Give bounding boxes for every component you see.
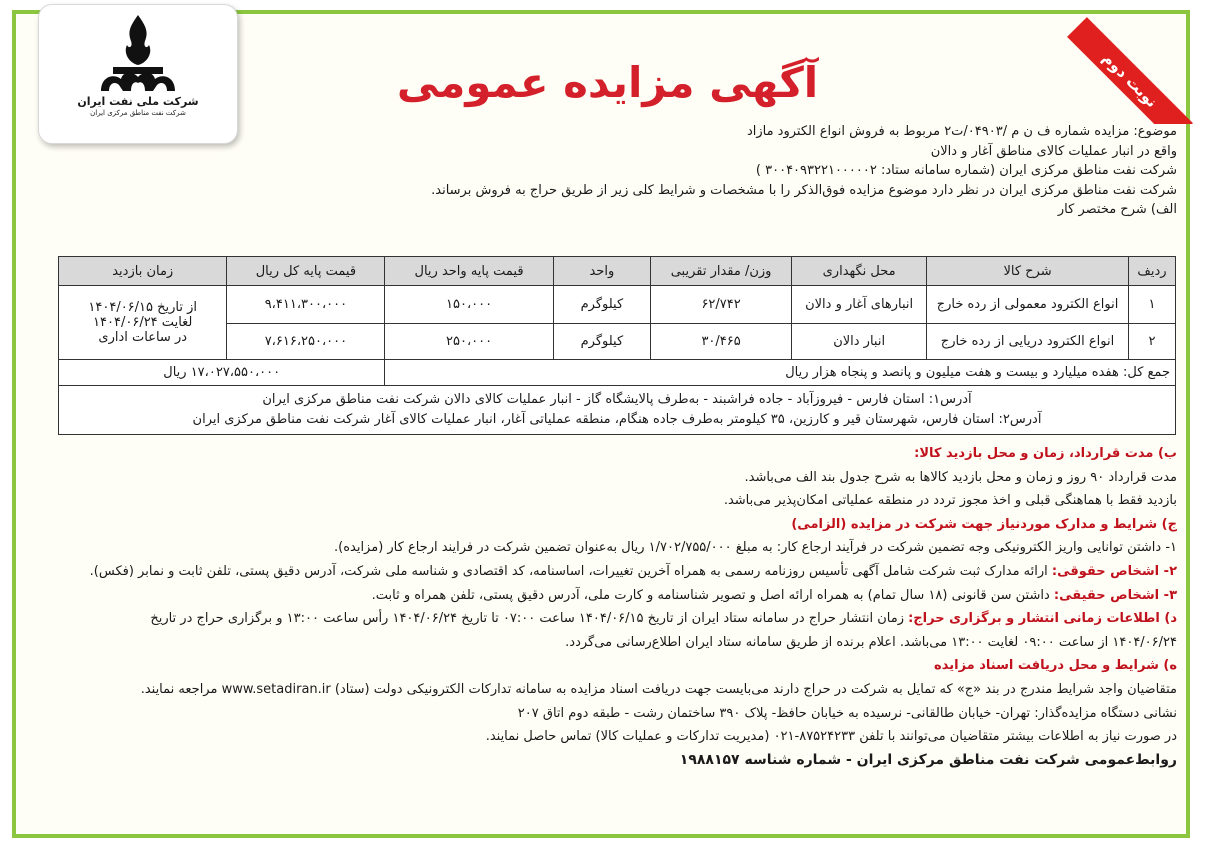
section-d-text: زمان انتشار حراج در سامانه ستاد ایران از تاریخ ۱۴۰۴/۰۶/۱۵ ساعت ۰۷:۰۰ تا تاریخ ۱۴۰۴/۰۶/۲۴ رأس ساعت ۱۳:۰۰ و برگزاری حراج در تاریخ [150, 611, 909, 627]
row-location: انبار دالان [792, 324, 927, 360]
section-c-item-3 [47, 584, 1177, 608]
row-index: ۱ [1128, 286, 1175, 324]
section-e-title: ه) شرایط و محل دریافت اسناد مزایده [934, 658, 1177, 674]
row-unit-price: ۲۵۰،۰۰۰ [385, 324, 553, 360]
row-index: ۲ [1128, 324, 1175, 360]
legal-persons-label: ۲- اشخاص حقوقی: [1051, 563, 1177, 579]
section-c-title: ج) شرایط و مدارک موردنیاز جهت شرکت در مزایده (الزامی) [791, 516, 1177, 532]
row-desc: انواع الکترود دریایی از رده خارج [927, 324, 1129, 360]
section-d-line-2: ۱۴۰۴/۰۶/۲۴ از ساعت ۰۹:۰۰ لغایت ۱۳:۰۰ می‌باشد. اعلام برنده از طریق سامانه ستاد ایران اطلاع‌رسانی می‌گردد. [565, 634, 1177, 650]
col-header-desc: شرح کالا [927, 257, 1129, 286]
section-e-line-3: در صورت نیاز به اطلاعات بیشتر متقاضیان می‌توانند با تلفن ۸۷۵۲۴۲۳۳-۰۲۱ (مدیریت تدارکات و عملیات کالا) تماس حاصل نمایند. [485, 729, 1177, 745]
col-header-visit: زمان بازدید [59, 257, 227, 286]
section-c-item-2 [47, 560, 1177, 584]
section-d-label: د) اطلاعات زمانی انتشار و برگزاری حراج: [908, 611, 1177, 627]
col-header-location: محل نگهداری [792, 257, 927, 286]
logo-company-name: شرکت ملی نفت ایران [77, 95, 199, 108]
intro-company: شرکت نفت مناطق مرکزی ایران (شماره سامانه ستاد: ۳۰۰۴۰۹۳۲۲۱۰۰۰۰۰۲ ) [755, 163, 1177, 178]
flame-emblem-icon [83, 11, 193, 93]
table-header-row [59, 257, 1176, 286]
ribbon-container [1049, 14, 1199, 124]
section-d-line-1 [47, 607, 1177, 631]
row-total: ۹،۴۱۱،۳۰۰،۰۰۰ [227, 286, 385, 324]
section-c-item-1: ۱- داشتن توانایی واریز الکترونیکی وجه تضمین شرکت در فرآیند ارجاع کار: به مبلغ ۱/۷۰۲/۷۵۵/۰۰۰ ریال به‌عنوان تضمین شرکت در فرایند ارجاع کار (مزایده). [333, 540, 1177, 556]
sum-text: جمع کل: هفده میلیارد و بیست و هفت میلیون و پانصد و پنجاه هزار ریال [385, 360, 1176, 386]
visit-to: لغایت ۱۴۰۴/۰۶/۲۴ [93, 315, 193, 330]
row-total: ۷،۶۱۶،۲۵۰،۰۰۰ [227, 324, 385, 360]
table-row [59, 324, 1176, 360]
sum-row [59, 360, 1176, 386]
row-desc: انواع الکترود معمولی از رده خارج [927, 286, 1129, 324]
row-unit: کیلوگرم [553, 286, 650, 324]
intro-subject: موضوع: مزایده شماره ف ن م /۰۴۹۰۳/ت۲ مربوط به فروش انواع الکترود مازاد [746, 124, 1177, 139]
natural-persons-label: ۳- اشخاص حقیقی: [1053, 587, 1177, 603]
footer-signature: روابط‌عمومی شرکت نفت مناطق مرکزی ایران - شماره شناسه ۱۹۸۸۱۵۷ [679, 751, 1177, 768]
section-e-line-2: نشانی دستگاه مزایده‌گذار: تهران- خیابان طالقانی- نرسیده به خیابان حافظ- پلاک ۳۹۰ ساختمان رشت - طبقه دوم اتاق ۲۰۷ [517, 705, 1177, 721]
row-qty: ۶۲/۷۴۲ [651, 286, 792, 324]
sum-value: ۱۷،۰۲۷،۵۵۰،۰۰۰ ریال [59, 360, 385, 386]
visit-hours: در ساعات اداری [98, 330, 188, 345]
visit-from: از تاریخ ۱۴۰۴/۰۶/۱۵ [88, 300, 198, 315]
logo-subsidiary-name: شرکت نفت مناطق مرکزی ایران [90, 109, 186, 117]
second-publication-ribbon: نوبت دوم [1067, 17, 1193, 124]
section-b-title: ب) مدت قرارداد، زمان و محل بازدید کالا: [914, 446, 1177, 461]
row-unit-price: ۱۵۰،۰۰۰ [385, 286, 553, 324]
col-header-unit-price: قیمت پایه واحد ریال [385, 257, 553, 286]
address-1: آدرس۱: استان فارس - فیروزآباد - جاده فراشبند - به‌طرف پالایشگاه گاز - انبار عملیات کالای دالان شرکت نفت مناطق مرکزی ایران [262, 392, 972, 407]
items-table [58, 256, 1176, 435]
section-b-line-2: بازدید فقط با هماهنگی قبلی و اخذ مجوز تردد در منطقه عملیاتی امکان‌پذیر می‌باشد. [723, 493, 1177, 509]
intro-location: واقع در انبار عملیات کالای مناطق آغار و دالان [930, 143, 1177, 159]
page-title: آگهی مزایده عمومی [396, 58, 819, 107]
natural-persons-text: داشتن سن قانونی (۱۸ سال تمام) به همراه ارائه اصل و تصویر شناسنامه و کارت ملی، آدرس دقیق پستی، تلفن همراه و ثابت. [371, 587, 1054, 603]
legal-persons-text: ارائه مدارک ثبت شرکت شامل آگهی تأسیس روزنامه رسمی به همراه آخرین تغییرات، اساسنامه، کد اقتصادی و شناسه ملی شرکت، آدرس دقیق پستی، تلفن ثابت و نمابر (فکس). [89, 563, 1052, 579]
nioc-logo [38, 4, 238, 144]
row-qty: ۳۰/۴۶۵ [651, 324, 792, 360]
table-row [59, 286, 1176, 324]
address-row [59, 386, 1176, 435]
row-location: انبارهای آغار و دالان [792, 286, 927, 324]
row-unit: کیلوگرم [553, 324, 650, 360]
address-2: آدرس۲: استان فارس، شهرستان قیر و کارزین، ۳۵ کیلومتر به‌طرف جاده هنگام، منطقه عملیاتی آغار، انبار عملیات کالای آغار شرکت نفت مناطق مرکزی ایران [192, 412, 1042, 427]
section-e-line-1: متقاضیان واجد شرایط مندرج در بند «ج» که تمایل به شرکت در حراج دارند می‌بایست جهت دریافت اسناد مزایده به سامانه تدارکات الکترونیکی دولت (ستاد) www.setadiran.ir مراجعه نمایند. [140, 681, 1177, 697]
intro-statement: شرکت نفت مناطق مرکزی ایران در نظر دارد موضوع مزایده فوق‌الذکر را با مشخصات و شرایط کلی زیر از طریق حراج به فروش برساند. [431, 182, 1177, 198]
col-header-index: ردیف [1128, 257, 1175, 286]
address-cell [59, 386, 1176, 435]
col-header-qty: وزن/ مقدار تقریبی [651, 257, 792, 286]
col-header-total: قیمت پایه کل ریال [227, 257, 385, 286]
section-a-title: الف) شرح مختصر کار [1057, 202, 1177, 217]
col-header-unit: واحد [553, 257, 650, 286]
visit-time-cell [59, 286, 227, 360]
conditions-body [47, 442, 1177, 772]
section-b-line-1: مدت قرارداد ۹۰ روز و زمان و محل بازدید کالاها به شرح جدول بند الف می‌باشد. [744, 469, 1177, 485]
